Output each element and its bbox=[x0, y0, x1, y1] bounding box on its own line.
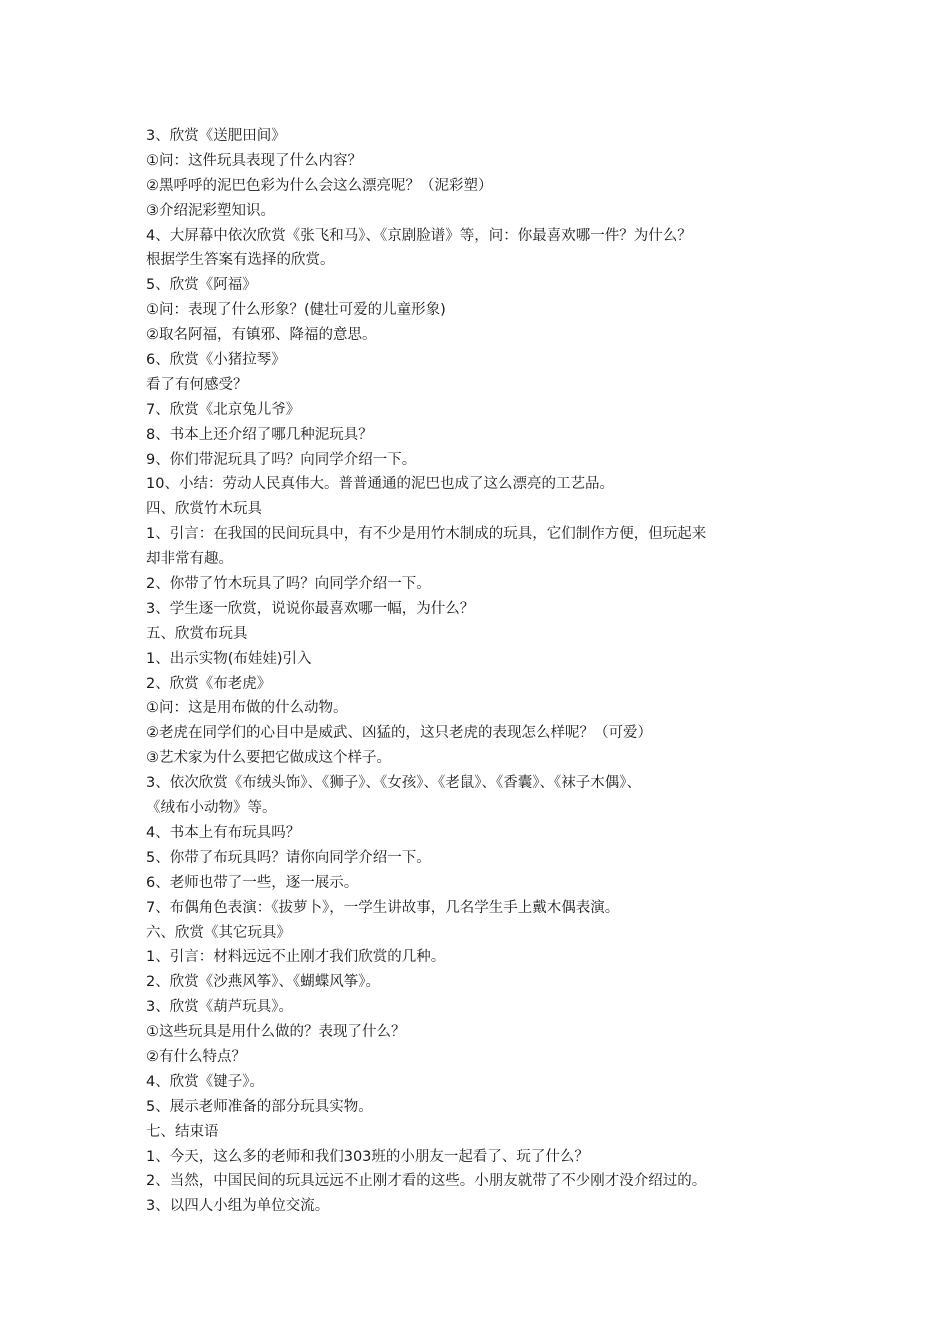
document-page bbox=[146, 124, 826, 1219]
text-line: 8、书本上还介绍了哪几种泥玩具？ bbox=[146, 426, 373, 443]
text-line: ③介绍泥彩塑知识。 bbox=[146, 202, 275, 219]
text-line: 6、欣赏《小猪拉琴》 bbox=[146, 352, 286, 369]
text-line: ①问：这是用布做的什么动物。 bbox=[146, 700, 348, 717]
text-line: 2、欣赏《沙燕风筝》、《蝴蝶风筝》。 bbox=[146, 974, 380, 991]
text-line: 7、布偶角色表演：《拔萝卜》，一学生讲故事，几名学生手上戴木偶表演。 bbox=[146, 899, 620, 916]
text-line: 看了有何感受？ bbox=[146, 376, 248, 393]
text-line: 3、欣赏《送肥田间》 bbox=[146, 128, 286, 144]
text-line: 1、今天，这么多的老师和我们303班的小朋友一起看了、玩了什么？ bbox=[146, 1148, 589, 1165]
text-line: 4、书本上有布玩具吗？ bbox=[146, 824, 301, 841]
section-heading: 五、欣赏布玩具 bbox=[146, 625, 248, 642]
text-line: ①问：表现了什么形象？(健壮可爱的儿童形象) bbox=[146, 302, 446, 319]
text-line: 5、你带了布玩具吗？请你向同学介绍一下。 bbox=[146, 849, 431, 866]
text-line: 5、欣赏《阿福》 bbox=[146, 277, 257, 294]
text-line: 3、欣赏《葫芦玩具》。 bbox=[146, 999, 293, 1016]
text-line: 1、引言：材料远远不止刚才我们欣赏的几种。 bbox=[146, 949, 446, 966]
text-line: ①这些玩具是用什么做的？表现了什么？ bbox=[146, 1024, 406, 1041]
text-line: 3、依次欣赏《布绒头饰》、《狮子》、《女孩》、《老鼠》、《香囊》、《袜子木偶》、 bbox=[146, 775, 641, 792]
text-line: ③艺术家为什么要把它做成这个样子。 bbox=[146, 750, 391, 767]
text-line: 却非常有趣。 bbox=[146, 551, 233, 568]
text-line: 6、老师也带了一些，逐一展示。 bbox=[146, 874, 359, 891]
text-line: 《绒布小动物》等。 bbox=[146, 800, 277, 817]
section-heading: 四、欣赏竹木玩具 bbox=[146, 501, 262, 518]
text-line: ②取名阿福，有镇邪、降福的意思。 bbox=[146, 327, 377, 344]
text-line: 2、当然，中国民间的玩具远远不止刚才看的这些。小朋友就带了不少刚才没介绍过的。 bbox=[146, 1173, 707, 1190]
section-heading: 六、欣赏《其它玩具》 bbox=[146, 924, 291, 941]
text-line: 1、引言：在我国的民间玩具中，有不少是用竹木制成的玩具，它们制作方便，但玩起来 bbox=[146, 526, 707, 543]
text-line: ①问：这件玩具表现了什么内容？ bbox=[146, 152, 362, 169]
text-line: ②黑呼呼的泥巴色彩为什么会这么漂亮呢？（泥彩塑） bbox=[146, 177, 493, 194]
text-line: 根据学生答案有选择的欣赏。 bbox=[146, 252, 335, 269]
text-line: 4、欣赏《键子》。 bbox=[146, 1073, 264, 1090]
section-heading: 七、结束语 bbox=[146, 1123, 219, 1140]
text-line: 3、以四人小组为单位交流。 bbox=[146, 1198, 330, 1215]
text-line: ②老虎在同学们的心目中是威武、凶猛的，这只老虎的表现怎么样呢？（可爱） bbox=[146, 725, 652, 742]
text-line: 3、学生逐一欣赏，说说你最喜欢哪一幅，为什么？ bbox=[146, 600, 475, 617]
text-line: 1、出示实物(布娃娃)引入 bbox=[146, 650, 312, 667]
text-line: 9、你们带泥玩具了吗？向同学介绍一下。 bbox=[146, 451, 417, 468]
text-line: 2、你带了竹木玩具了吗？向同学介绍一下。 bbox=[146, 576, 431, 593]
text-line: 7、欣赏《北京兔儿爷》 bbox=[146, 401, 301, 418]
text-line: 10、小结：劳动人民真伟大。普普通通的泥巴也成了这么漂亮的工艺品。 bbox=[146, 476, 614, 493]
text-line: 2、欣赏《布老虎》 bbox=[146, 675, 272, 692]
text-line: ②有什么特点？ bbox=[146, 1048, 246, 1065]
text-line: 5、展示老师准备的部分玩具实物。 bbox=[146, 1098, 373, 1115]
text-line: 4、大屏幕中依次欣赏《张飞和马》、《京剧脸谱》等，问：你最喜欢哪一件？为什么？ bbox=[146, 227, 692, 244]
